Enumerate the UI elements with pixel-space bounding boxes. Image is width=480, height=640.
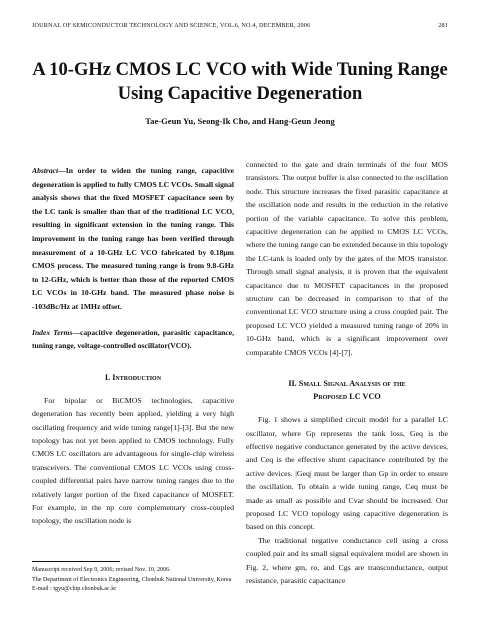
page-number: 281	[438, 22, 448, 29]
index-terms-label: Index Terms	[32, 327, 73, 337]
footnote-divider	[32, 561, 120, 562]
section-heading-small-signal	[246, 377, 448, 403]
index-terms	[32, 326, 234, 353]
footnote-email: E-mail : tgyu@chip.chonbuk.ac.kr	[32, 586, 117, 592]
paper-title	[0, 58, 480, 106]
title-line-1: A 10-GHz CMOS LC VCO with Wide Tuning Range	[32, 60, 448, 80]
running-header	[32, 22, 448, 29]
section-heading-line-2: Proposed LC VCO	[313, 392, 381, 402]
footnote	[32, 566, 234, 595]
journal-name: JOURNAL OF SEMICONDUCTOR TECHNOLOGY AND SCIENCE, VOL.6, NO.4, DECEMBER, 2006	[32, 22, 311, 29]
section-heading-line-1: II. Small Signal Analysis of the	[288, 379, 406, 389]
abstract-label: Abstract	[32, 166, 59, 175]
abstract-text: —In order to widen the tuning range, capacitive degeneration is applied to fully CMOS LC VCOs. Small signal analysis shows that the fixed MOSFET capacitance seen by the LC tank is smaller than that of the traditional LC VCO, resulting in significant extension in the tuning range. This improvement in the tuning range has been verified through measurement of a 10-GHz LC VCO fabricated by 0.18μm CMOS process. The measured tuning range is from 9.8-GHz to 12-GHz, which is better than those of the reported CMOS LC VCOs in 10-GHz band. The measured phase noise is -103dBc/Hz at 1MHz offset.	[32, 166, 234, 311]
right-column	[246, 158, 448, 587]
abstract	[32, 164, 234, 314]
title-line-2: Using Capacitive Degeneration	[117, 84, 363, 104]
footnote-affiliation: The Department of Electronics Engineering, Chonbuk National University, Korea	[32, 576, 232, 583]
index-terms-text: —capacitive degeneration, parasitic capacitance, tuning range, voltage-controlled oscillator(VCO).	[32, 327, 234, 351]
analysis-paragraph-1: Fig. 1 shows a simplified circuit model for a parallel LC oscillator, where Gp represents the tank loss, Geq is the effective negative conductance generated by the active devices, and Ceq is the effective shunt capacitance contributed by the active devices. |Geq| must be larger than Gp in order to ensure the oscillation. To obtain a wide tuning range, Ceq must be made as small as possible and Cvar should be increased. Our proposed LC VCO topology using capacitive degeneration is based on this concept.	[246, 415, 448, 532]
section-heading-introduction: I. Introduction	[104, 372, 162, 382]
intro-paragraph: For bipolar or BiCMOS technologies, capacitive degeneration has recently been applied, yielding a very high oscillating frequency and wide tuning range[1]-[3]. But the new topology has not yet been applied to CMOS technology. Fully CMOS LC oscillators are advantageous for single-chip wireless transceivers. The conventional CMOS LC VCOs using cross-coupled differential pairs have narrow tuning ranges due to the relatively larger portion of the fixed capacitance of MOSFET. For example, in the np core complementary cross-coupled topology, the oscillation node is	[32, 395, 234, 526]
authors: Tae-Geun Yu, Seong-Ik Cho, and Hang-Geun Jeong	[145, 116, 335, 126]
left-column	[32, 164, 234, 528]
intro-paragraph-continued: connected to the gate and drain terminals of the four MOS transistors. The output buffer is also connected to the oscillation node. This structure increases the fixed parasitic capacitance at the oscillation node and results in the reduction in the relative portion of the variable capacitance. To solve this problem, capacitive degeneration can be applied to CMOS LC VCOs, where the tuning range can be extended because in this topology the LC-tank is loaded only by the gates of the MOS transistor. Through small signal analysis, it is proven that the equivalent capacitance due to MOSFET capacitances in the proposed structure can be decreased in comparison to that of the conventional LC VCO structure using a cross coupled pair. The proposed LC VCO yielded a measured tuning range of 20% in 10-GHz band, which is a significant improvement over comparable CMOS VCOs [4]-[7].	[246, 160, 448, 357]
footnote-received: Manuscript received Sep 9, 2006; revised Nov. 10, 2006.	[32, 567, 171, 573]
analysis-paragraph-2: The traditional negative conductance cell using a cross coupled pair and its small signal equivalent model are shown in Fig. 2, where gm, ro, and Cgs are transconductance, output resistance, parasitic capacitance	[246, 535, 448, 585]
